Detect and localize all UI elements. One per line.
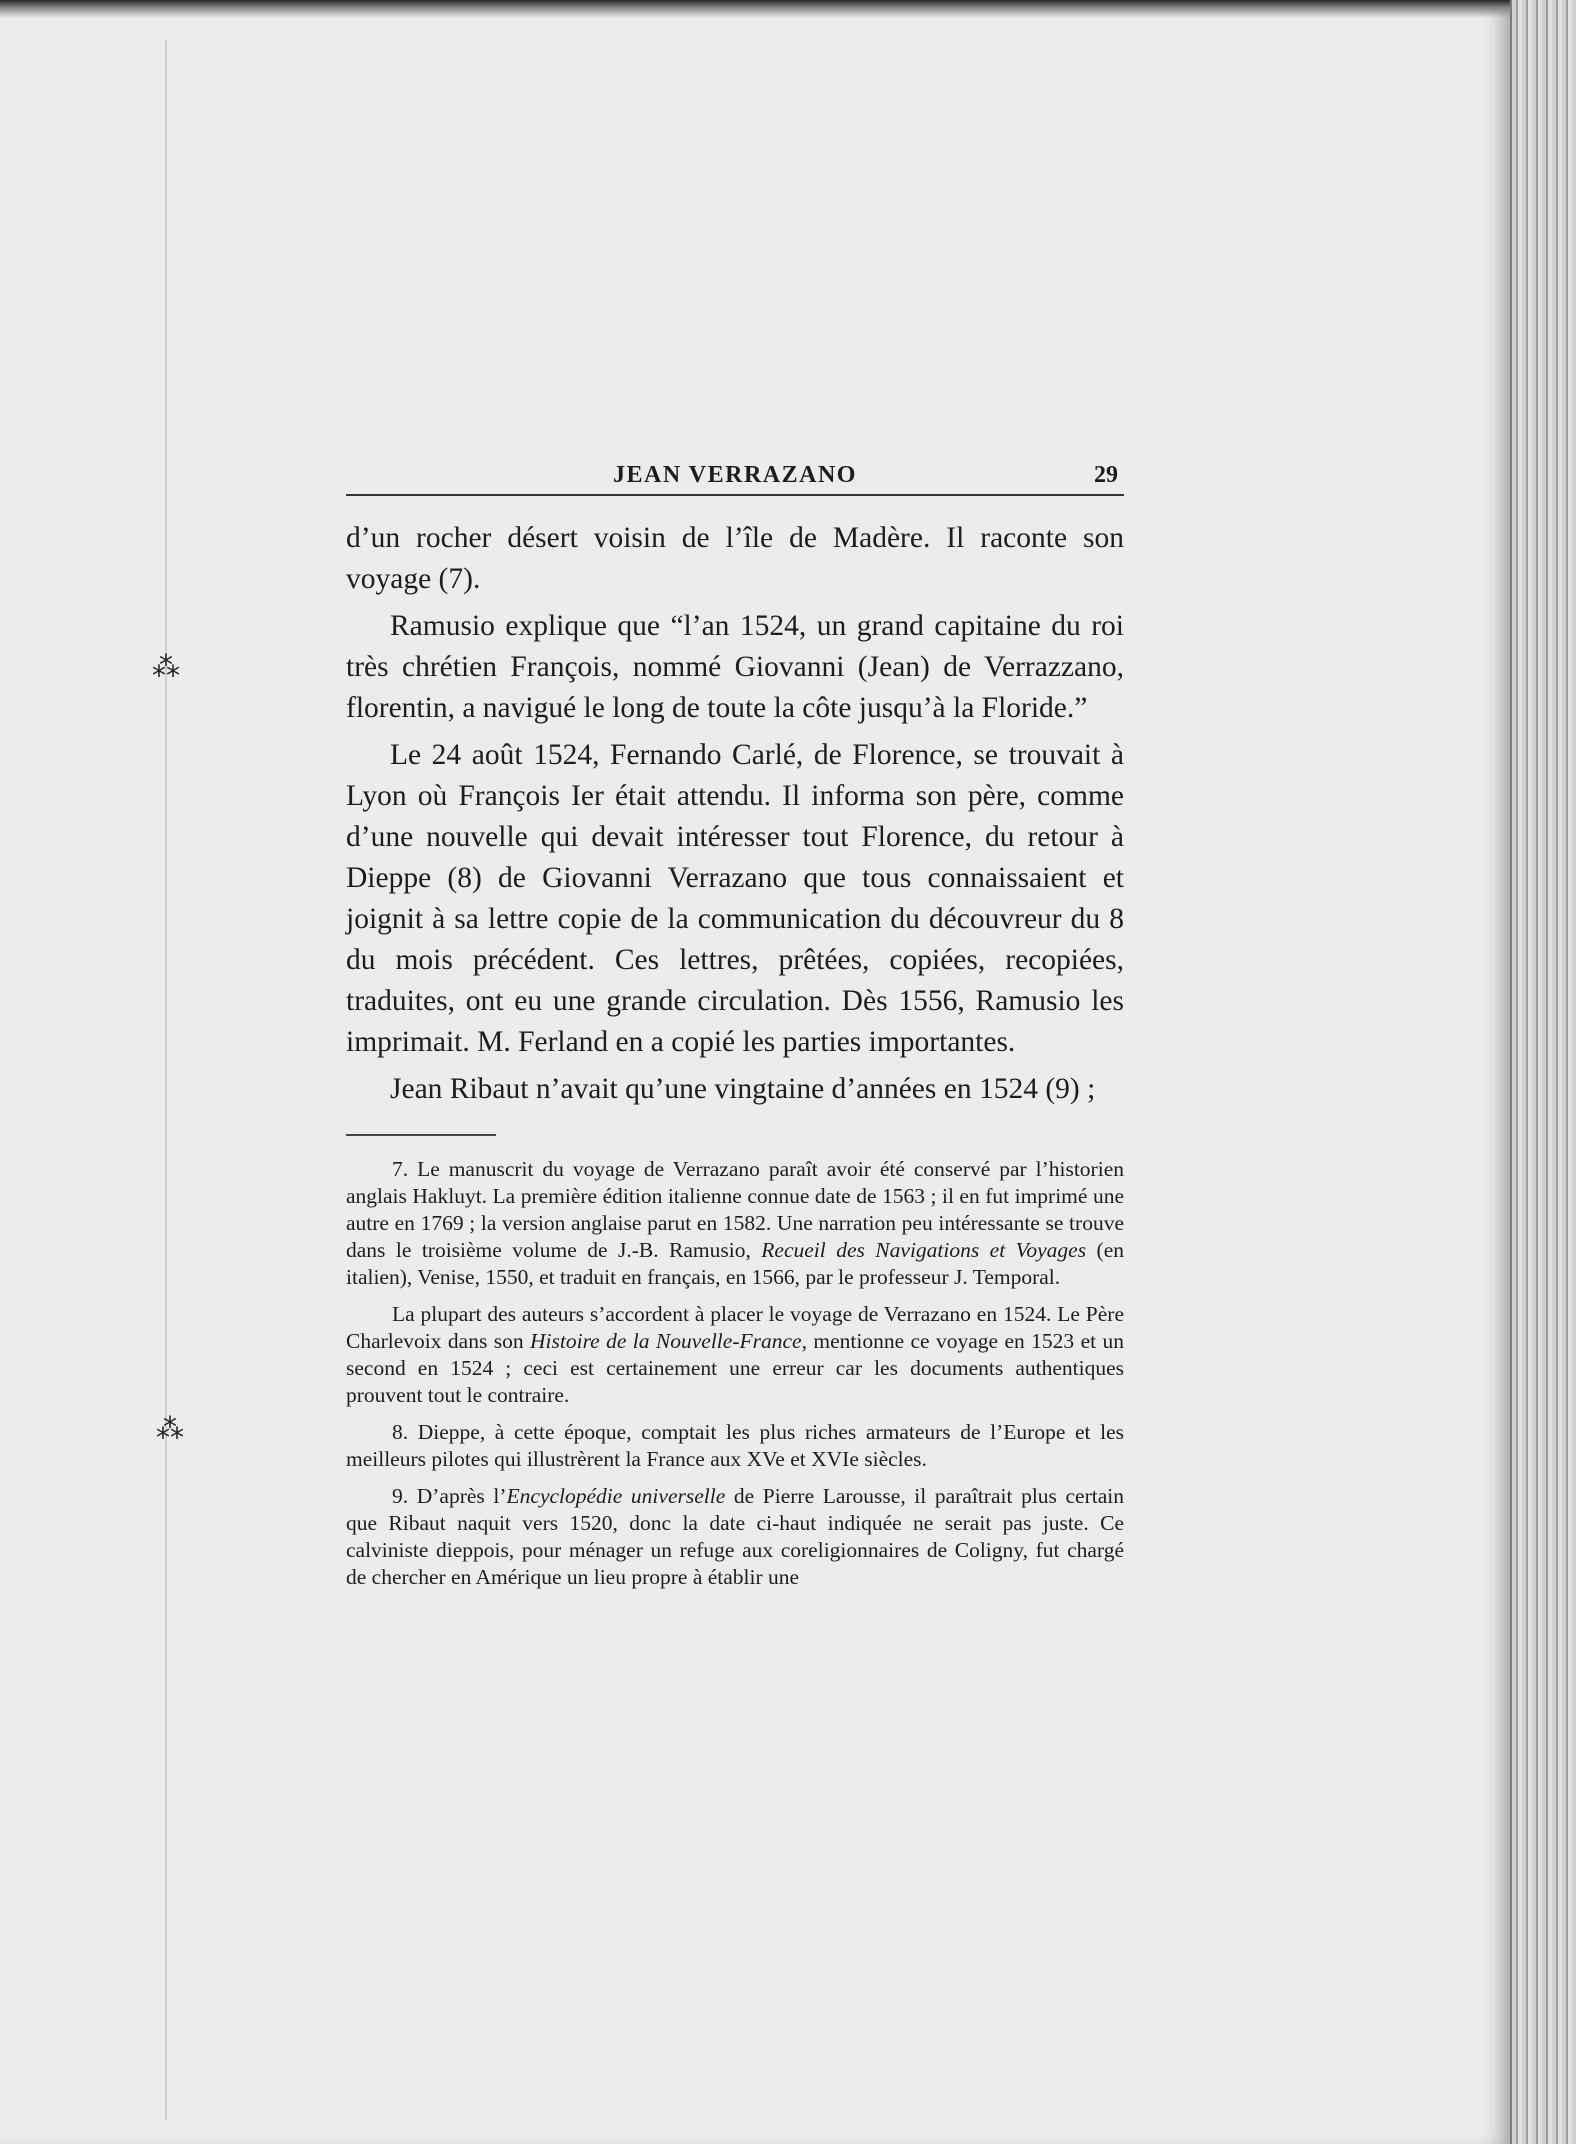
footnote-text: , mentionne ce voyage en 1523 et un second en 1524 ; ceci est certainement une erreur car les documents authentiques prouvent tout le contraire. — [346, 1329, 1124, 1407]
footnote-8: 8. Dieppe, à cette époque, comptait les plus riches armateurs de l’Europe et les meilleurs pilotes qui illustrèrent la France aux XVe et XVIe siècles. — [346, 1420, 1124, 1471]
footnote-text: de Pierre Larousse, il paraîtrait plus certain que Ribaut naquit vers 1520, donc la date ci-haut indiquée ne serait pas juste. Ce calviniste dieppois, pour ménager un refuge aux coreligionnaires de Coligny, fut chargé de chercher en Amérique un lieu propre à établir une — [346, 1484, 1124, 1589]
footnote-italic-title: Histoire de la Nouvelle-France — [530, 1329, 802, 1353]
footnote-text: 7. Le manuscrit du voyage de Verrazano paraît avoir été conservé par l’historien anglais Hakluyt. La première édition italienne connue date de 1563 ; il en fut imprimé une autre en 1769 ; la version anglaise parut en 1582. Une narration peu intéressante se trouve dans le troisième volume de J.-B. Ramusio, — [346, 1157, 1124, 1262]
text-block — [346, 456, 1124, 1601]
footnote-text: La plupart des auteurs s’accordent à placer le voyage de Verrazano en 1524. Le Père Charlevoix dans son — [346, 1302, 1124, 1353]
body-paragraph: d’un rocher désert voisin de l’île de Madère. Il raconte son voyage (7). — [346, 522, 1124, 595]
page-number: 29 — [1094, 462, 1118, 488]
body-text — [346, 518, 1124, 1110]
margin-ink-mark: ⁂ — [152, 650, 176, 683]
running-head — [346, 456, 1124, 496]
running-title: JEAN VERRAZANO — [613, 462, 857, 488]
body-paragraph: Ramusio explique que “l’an 1524, un grand capitaine du roi très chrétien François, nommé Giovanni (Jean) de Verrazzano, florentin, a navigué le long de toute la côte jusqu’à la Floride.” — [346, 610, 1124, 724]
footnotes — [346, 1156, 1124, 1591]
body-paragraph: Jean Ribaut n’avait qu’une vingtaine d’années en 1524 (9) ; — [390, 1073, 1096, 1105]
footnote-7 — [346, 1156, 1124, 1291]
footnote-italic-title: Encyclopédie universelle — [506, 1484, 726, 1508]
book-page-edges — [1512, 0, 1576, 2144]
page-top-shadow — [0, 0, 1510, 18]
body-paragraph: Le 24 août 1524, Fernando Carlé, de Florence, se trouvait à Lyon où François Ier était attendu. Il informa son père, comme d’une nouvelle qui devait intéresser tout Florence, du retour à Dieppe (8) de Giovanni Verrazano que tous connaissaient et joignit à sa lettre copie de la communication du découvreur du 8 du mois précédent. Ces lettres, prêtées, copiées, recopiées, traduites, ont eu une grande circulation. Dès 1556, Ramusio les imprimait. M. Ferland en a copié les parties importantes. — [346, 739, 1124, 1058]
footnote-text: 9. D’après l’ — [392, 1484, 507, 1508]
footnote-7-continued — [346, 1301, 1124, 1409]
footnote-9 — [346, 1483, 1124, 1591]
footnote-rule — [346, 1134, 496, 1136]
margin-ink-mark: ⁂ — [156, 1412, 180, 1445]
footnote-text: (en italien), Venise, 1550, et traduit en français, en 1566, par le professeur J. Temporal. — [346, 1238, 1125, 1289]
page-fold-line — [165, 40, 167, 2120]
footnote-italic-title: Recueil des Navigations et Voyages — [761, 1238, 1087, 1262]
